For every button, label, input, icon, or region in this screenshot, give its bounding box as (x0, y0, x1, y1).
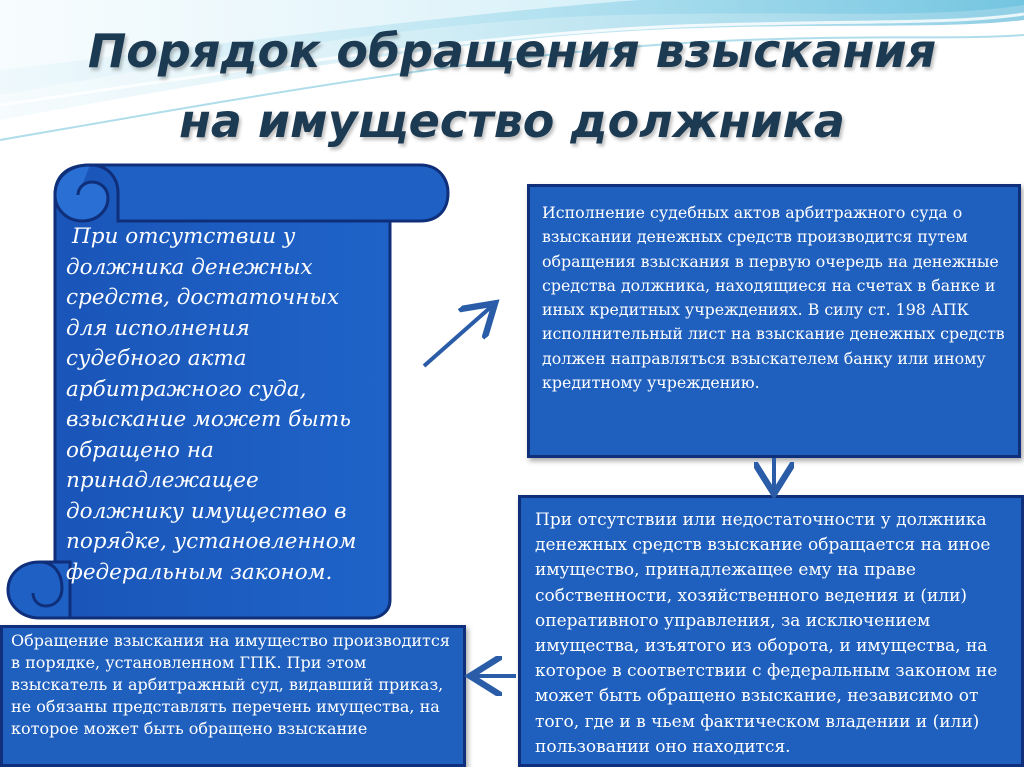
info-box-bottom-left (0, 625, 466, 767)
scroll-text: При отсутствии у должника денежных средств, достаточных для исполнения судебного акта арбитражного суда, взыскание может быть обращено на принадлежащее должнику имущество в порядке, установленном федеральным законом. (66, 224, 357, 585)
info-box-top-right (527, 184, 1021, 458)
page-title-line-1: Порядок обращения взыскания (87, 24, 937, 78)
info-box-bottom-right-text: При отсутствии или недостаточности у должника денежных средств взыскание обращается на иное имущество, принадлежащее ему на праве собственности, хозяйственного ведения и (или) оперативного управления, за исключением имущества, изъятого из оборота, и имущества, на которое в соответствии с федеральным законом не может быть обращено взыскание, независимо от того, где и в чьем фактическом владении и (или) пользовании оно находится. (535, 510, 998, 757)
page-title-line-2: на имущество должника (179, 94, 845, 148)
info-box-bottom-left-text: Обращение взыскания на имущество производится в порядке, установленном ГПК. При этом взыскатель и арбитражный суд, видавший приказ, не обязаны представлять перечень имущества, на которое может быть обращено взыскание (11, 631, 450, 738)
info-box-bottom-right (518, 495, 1024, 767)
info-box-top-right-text: Исполнение судебных актов арбитражного суда о взыскании денежных средств производится путем обращения взыскания в первую очередь на денежные средства должника, находящиеся на счетах в банке и иных кредитных учреждениях. В силу ст. 198 АПК исполнительный лист на взыскание денежных средств должен направляться взыскателем банку или иному кредитному учреждению. (542, 203, 1005, 393)
